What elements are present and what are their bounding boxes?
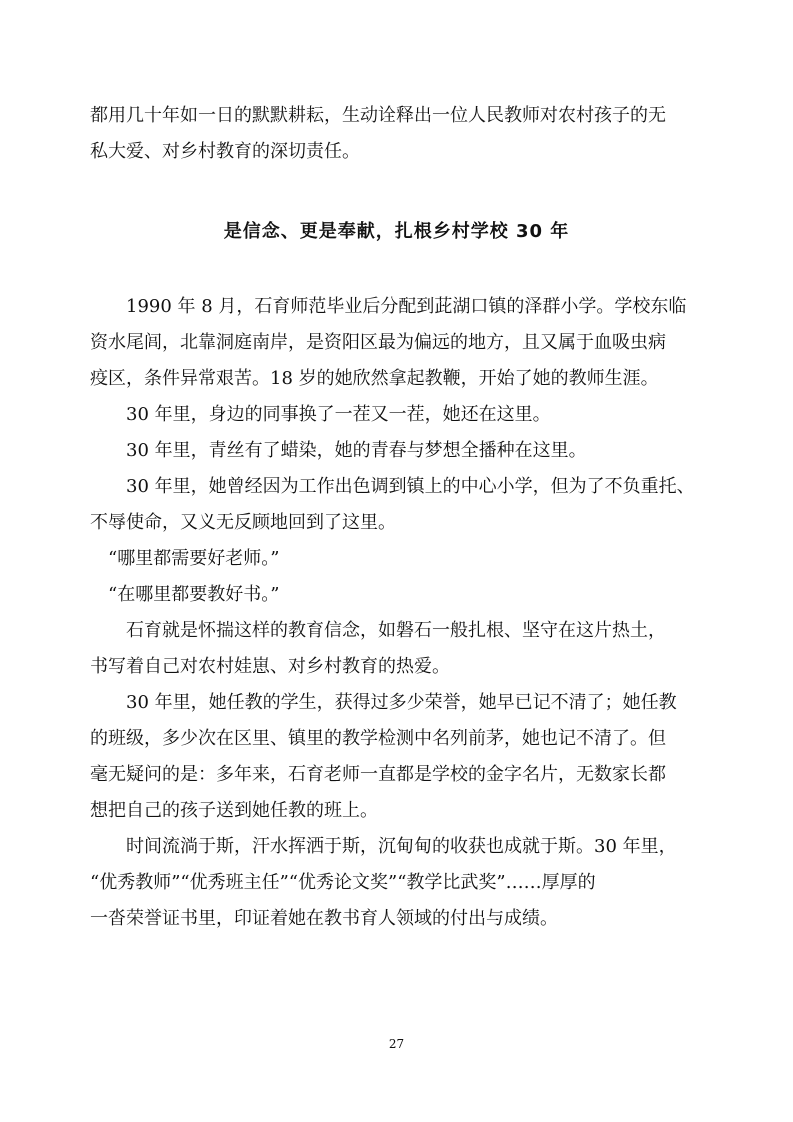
text-line: “优秀教师”“优秀班主任”“优秀论文奖”“教学比武奖”……厚厚的 xyxy=(90,872,596,893)
text-line: 不辱使命，又义无反顾地回到了这里。 xyxy=(90,512,396,533)
text-line: 疫区，条件异常艰苦。18 岁的她欣然拿起教鞭，开始了她的教师生涯。 xyxy=(90,368,659,389)
text-line: 30 年里，她任教的学生，获得过多少荣誉，她早已记不清了；她任教 xyxy=(90,692,677,713)
intro-paragraph xyxy=(90,98,705,170)
text-line: 想把自己的孩子送到她任教的班上。 xyxy=(90,800,378,821)
text-line: 书写着自己对农村娃崽、对乡村教育的热爱。 xyxy=(90,656,450,677)
text-line: 毫无疑问的是：多年来，石育老师一直都是学校的金字名片，无数家长都 xyxy=(90,764,666,785)
text-line: “在哪里都要教好书。” xyxy=(90,584,280,605)
text-line: 时间流淌于斯，汗水挥洒于斯，沉甸甸的收获也成就于斯。30 年里， xyxy=(90,836,677,857)
text-line: 都用几十年如一日的默默耕耘，生动诠释出一位人民教师对农村孩子的无 xyxy=(90,105,666,126)
text-line: 30 年里，她曾经因为工作出色调到镇上的中心小学，但为了不负重托、 xyxy=(90,476,695,497)
text-line: 30 年里，身边的同事换了一茬又一茬，她还在这里。 xyxy=(90,404,551,425)
body-text xyxy=(90,289,705,937)
text-line: 资水尾闾，北靠洞庭南岸，是资阳区最为偏远的地方，且又属于血吸虫病 xyxy=(90,332,666,353)
page-number: 27 xyxy=(388,1037,405,1051)
text-line: “哪里都需要好老师。” xyxy=(90,548,280,569)
text-line: 石育就是怀揣这样的教育信念，如磐石一般扎根、坚守在这片热土， xyxy=(90,620,666,641)
text-line: 30 年里，青丝有了蜡染，她的青春与梦想全播种在这里。 xyxy=(90,440,587,461)
text-line: 的班级，多少次在区里、镇里的教学检测中名列前茅，她也记不清了。但 xyxy=(90,728,666,749)
text-line: 1990 年 8 月，石育师范毕业后分配到茈湖口镇的泽群小学。学校东临 xyxy=(90,296,687,317)
text-line: 私大爱、对乡村教育的深切责任。 xyxy=(90,141,360,162)
section-heading: 是信念、更是奉献，扎根乡村学校 30 年 xyxy=(223,221,570,242)
text-line: 一沓荣誉证书里，印证着她在教书育人领域的付出与成绩。 xyxy=(90,908,558,929)
